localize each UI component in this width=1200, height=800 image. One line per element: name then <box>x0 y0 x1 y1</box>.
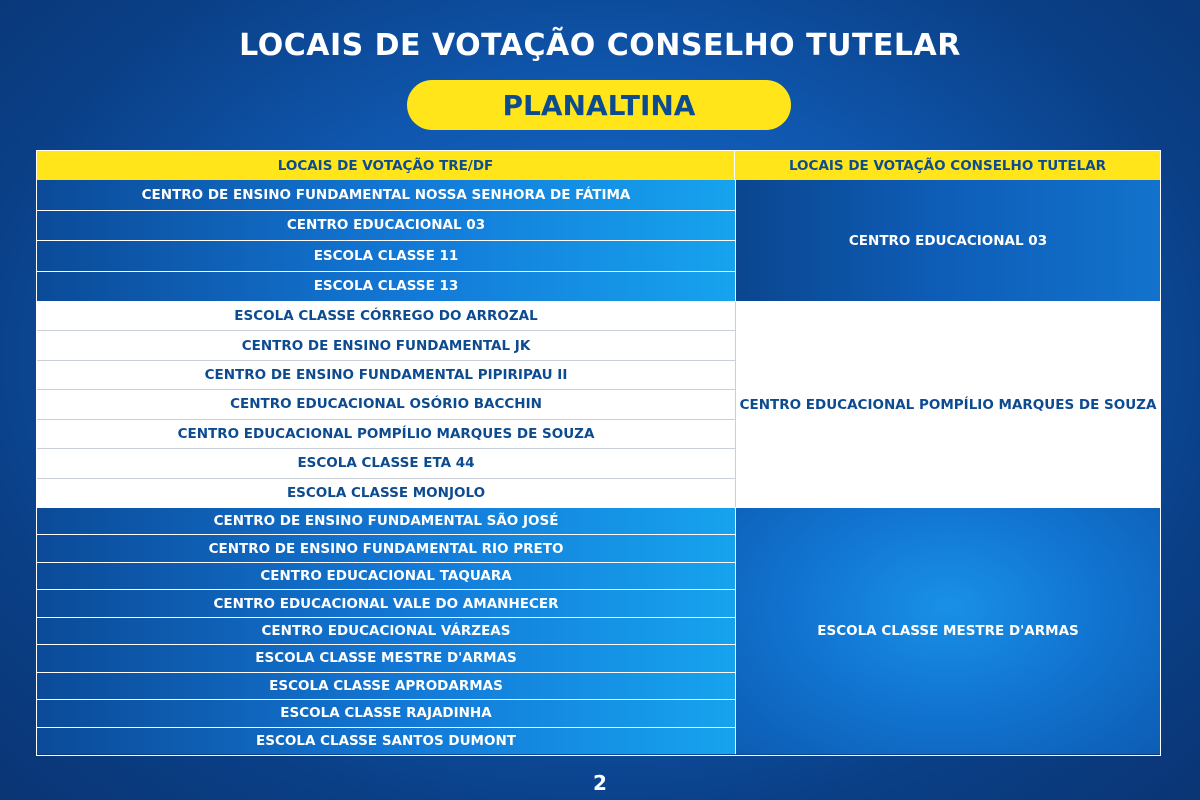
table-row: CENTRO EDUCACIONAL VÁRZEAS <box>37 618 735 645</box>
table-row: ESCOLA CLASSE RAJADINHA <box>37 700 735 727</box>
table-row: CENTRO DE ENSINO FUNDAMENTAL NOSSA SENHORA DE FÁTIMA <box>37 180 735 211</box>
table-row: ESCOLA CLASSE APRODARMAS <box>37 673 735 700</box>
table-row: CENTRO EDUCACIONAL 03 <box>37 211 735 242</box>
table-row: ESCOLA CLASSE 13 <box>313 278 459 295</box>
page-number: 2 <box>593 771 607 795</box>
table-row: CENTRO EDUCACIONAL OSÓRIO BACCHIN <box>37 390 735 419</box>
table-row: CENTRO EDUCACIONAL TAQUARA <box>37 563 735 590</box>
table-row: CENTRO EDUCACIONAL POMPÍLIO MARQUES DE SOUZA <box>37 420 735 449</box>
table-row: ESCOLA CLASSE SANTOS DUMONT <box>256 732 516 749</box>
conselho-location-cell: CENTRO EDUCACIONAL 03 <box>735 180 1160 301</box>
voting-locations-table <box>36 150 1161 756</box>
table-row: CENTRO DE ENSINO FUNDAMENTAL JK <box>37 331 735 360</box>
location-group-1 <box>37 180 1160 302</box>
location-group-2 <box>37 302 1160 508</box>
region-badge <box>407 80 791 130</box>
table-header <box>37 151 1160 180</box>
table-row: CENTRO EDUCACIONAL VALE DO AMANHECER <box>37 590 735 617</box>
table-row: CENTRO DE ENSINO FUNDAMENTAL PIPIRIPAU II <box>37 361 735 390</box>
header-conselho-column: LOCAIS DE VOTAÇÃO CONSELHO TUTELAR <box>788 157 1107 174</box>
table-row: CENTRO DE ENSINO FUNDAMENTAL SÃO JOSÉ <box>37 508 735 535</box>
conselho-location-cell: CENTRO EDUCACIONAL POMPÍLIO MARQUES DE SOUZA <box>735 302 1160 507</box>
table-row: ESCOLA CLASSE ETA 44 <box>37 449 735 478</box>
table-row: ESCOLA CLASSE CÓRREGO DO ARROZAL <box>37 302 735 331</box>
table-row: CENTRO DE ENSINO FUNDAMENTAL RIO PRETO <box>37 535 735 562</box>
conselho-location-cell: ESCOLA CLASSE MESTRE D'ARMAS <box>735 508 1160 754</box>
header-tre-column: LOCAIS DE VOTAÇÃO TRE/DF <box>37 151 735 180</box>
region-label: PLANALTINA <box>502 88 696 122</box>
tre-locations-list <box>37 180 735 301</box>
tre-locations-list <box>37 508 735 754</box>
table-row: ESCOLA CLASSE MESTRE D'ARMAS <box>37 645 735 672</box>
table-row: ESCOLA CLASSE 11 <box>37 241 735 272</box>
page-title: LOCAIS DE VOTAÇÃO CONSELHO TUTELAR <box>239 28 961 63</box>
tre-locations-list <box>37 302 735 507</box>
table-row: ESCOLA CLASSE MONJOLO <box>286 484 486 501</box>
location-group-3 <box>37 508 1160 754</box>
